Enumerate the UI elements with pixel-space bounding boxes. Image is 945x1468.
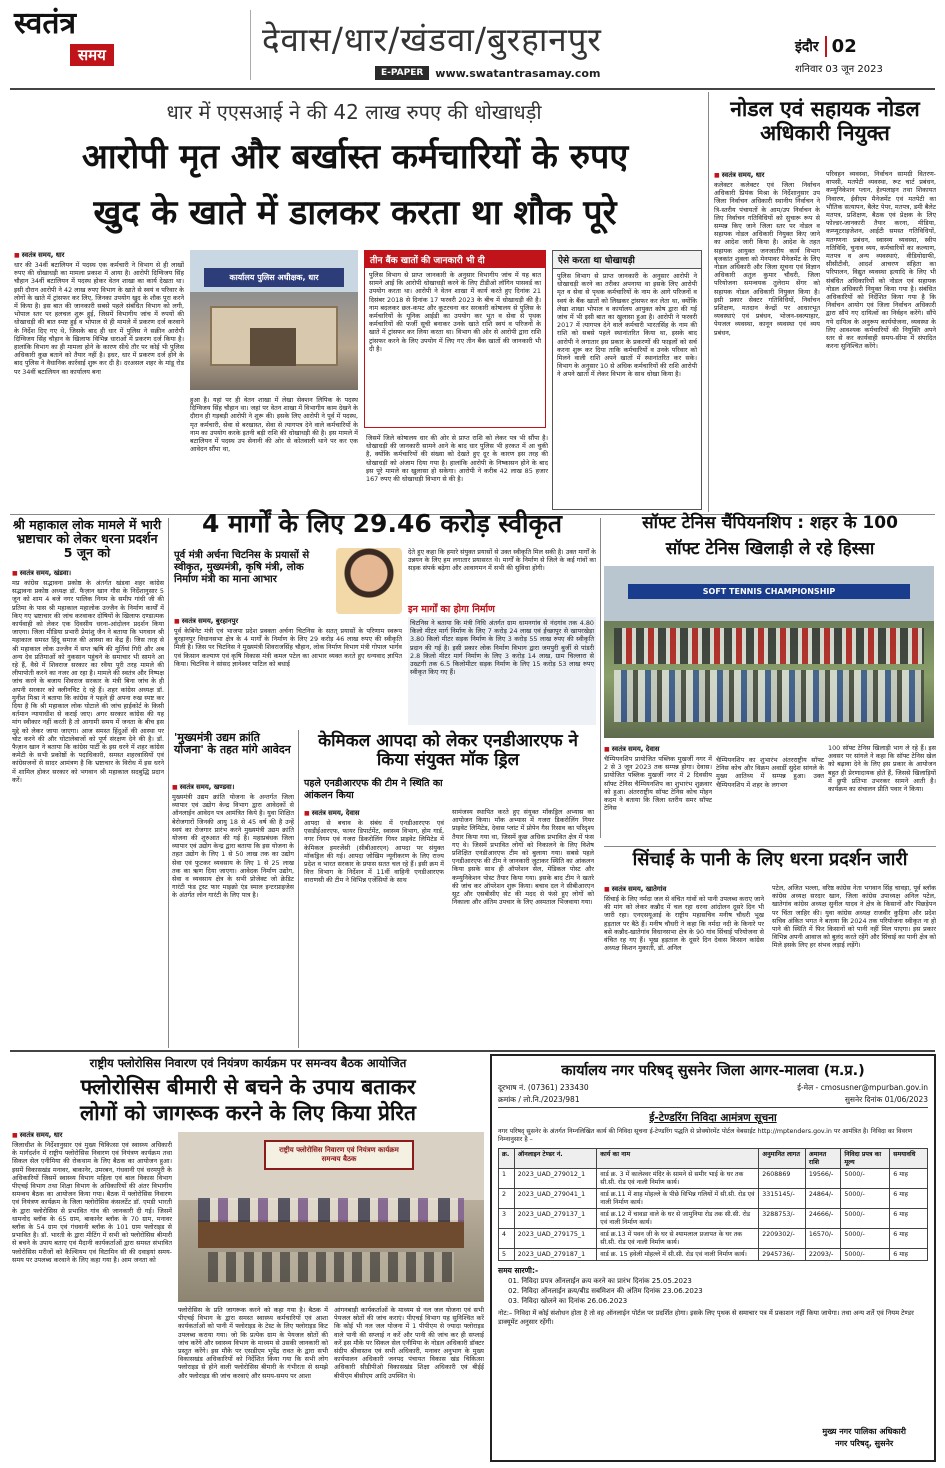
tender-cell: 1 bbox=[499, 1169, 515, 1189]
meeting-photo-banner: राष्ट्रीय फ्लोरोसिस निवारण एवं नियंत्रण कार्यक्रम समन्वय बैठक bbox=[264, 1140, 414, 1170]
tender-ref: क्रमांक / लो.नि./2023/981 bbox=[498, 1095, 580, 1104]
tennis-byline: ■ स्वतंत्र समय, देवास bbox=[604, 744, 712, 753]
tender-cell: 5000/- bbox=[841, 1169, 890, 1189]
tender-table bbox=[498, 1148, 928, 1261]
city-label: इंदौर bbox=[795, 39, 819, 55]
nodal-body-2: परिवहन व्यवस्था, निर्वाचन सामग्री वितरण-वापसी, मतपेटी व्यवस्था, रूट चार्ट प्रबंधन, कम्युनिकेशन प्लान, हेल्पलाइन तथा शिकायत निवारण, ईवीएम मैनेजमेंट एवं मतपेटी का भौतिक सत्यापन, बैलेट पेपर, मतपत्र, डमी बैलेट मतपत्र, प्रशिक्षण, बैठक एवं प्रेक्षक के लिए फोल्डर-जानकारी तैयार करना, मीडिया, कम्प्यूटराइजेशन, आईटी समस्त गतिविधियों, मतगणना प्रबंधन, स्वास्थ्य व्यवस्था, स्वीप गतिविधि, चुनाव व्यय, कर्मचारियों का कल्याण, मतपत्र व अन्य व्यवस्थाएं, वीडियोग्राफी, सीसीटीवी, आदर्श आचरण संहिता का परिपालन, विद्युत व्यवस्था इत्यादि के लिए भी संबंधित अधिकारियों को नोडल एवं सहायक नोडल अधिकारी नियुक्त किया गया है। संबंधित अधिकारियों को निर्देशित किया गया है कि निर्वाचन आयोग एवं जिला निर्वाचन अधिकारी द्वारा सौंपे गए दायित्वों का निर्वहन करेंगे। सौंपे गये दायित्व के अनुरूप कार्ययोजना, व्यवस्था के लिए आवश्यक कर्मचारियों की नियुक्ति अपने स्तर से कर कार्यवाही समय-सीमा में संपादित करना सुनिश्चित करेंगे। bbox=[826, 170, 936, 351]
masthead bbox=[0, 0, 945, 90]
roads-headline: 4 मार्गों के लिए 29.46 करोड़ स्वीकृत bbox=[202, 509, 562, 538]
tender-row bbox=[499, 1229, 928, 1249]
tender-cell: 2023_UAD_279175_1 bbox=[514, 1229, 596, 1249]
tender-row bbox=[499, 1189, 928, 1209]
tender-row bbox=[499, 1249, 928, 1261]
tender-intro: नगर परिषद् सुसनेर के अंतर्गत निम्नलिखित कार्य की निविदा सूचना ई-टेण्डरिंग पद्धति से प्रोक्योरमेंट पोर्टल वेबसाईट http://mptenders.gov.in पर आमंत्रित है। निविदा का विवरण निम्नानुसार है – bbox=[498, 1128, 913, 1143]
fluorosis-body-3: आंगनबाड़ी कार्यकर्ताओं के माध्यम से नल जल योजना एवं सभी पेयजल स्रोतों की जांच कराएं। पीएचई विभाग यह सुनिश्चित करें कि कोई भी नल जल योजना में 1 पीपीएम से ज्यादा फ्लोराइड वाले पानी की सप्लाई न करें और पानी की जांच कर ही सप्लाई करें इस मौके पर सिकल सेल एनीमिया के नोडल अधिकारी डॉक्टर संदीप श्रीवास्तव एवं सभी अधिकारी, मनावर अनुभाग के मुख्य कार्यपालन अधिकारी जनपद पंचायत विकास खंड चिकित्सा अधिकारी सीडीपीओ विकासखंड शिक्षा अधिकारी एवं बीईई बीपीएम बीसीएम आदि उपस्थित थे। bbox=[334, 1306, 484, 1380]
drill-headline: केमिकल आपदा को लेकर एनडीआरएफ ने किया संयुक्त मॉक ड्रिल bbox=[318, 731, 578, 771]
tender-header-cell: अमानत राशि bbox=[805, 1149, 841, 1169]
tender-note: नोट:– निविदा में कोई संशोधन होता है तो वह ऑनलाईन पोर्टल पर प्रदर्शित होगा। इसके लिए पृथक से समाचार पत्र में प्रकाशन नहीं किया जायेगा। तथा अन्य शर्ते एवं नियम टेण्डर डाक्यूमेंट अनुसार रहेंगी। bbox=[498, 1309, 914, 1326]
tennis-team-photo bbox=[604, 566, 934, 738]
sidebar-fraud-body: पुलिस विभाग से प्राप्त जानकारी के अनुसार आरोपी ने धोखाधड़ी करने का तरीका अपनाया था इसके लिए आरोपी मृत व सेवा से पृथक कर्मचारियों के नाम के आगे परिजनों व स्वयं के बैंक खातों को लिखकर ट्रांसफर कर लेता था, क्योंकि लेखा शाखा भोपाल व कार्यालय आयुक्त कोष द्वारा की गई जांच में भी इसी बात का खुलासा हुआ है। आरोपी ने फरवरी 2017 में त्यागपत्र देने वाले कर्मचारी भारतसिंह के नाम की राशि को सबसे पहले स्थानांतरित किया था, इसके बाद आरोपी ने लगातार इस प्रकार के प्रकरणों की फाइलों को सर्च करना शुरू कर दिया ताकि कर्मचारियों व उनके परिवार को मिलने वाली राशि अपने खातों में स्थानांतरित कर सके। विभाग के अनुसार 10 से अधिक कर्मचारियों की राशि आरोपी ने अपने खातों में लेकर विभाग के साथ धोखा किया है। bbox=[557, 272, 697, 379]
tender-cell: वार्ड क्र.13 में पवन जी के घर से श्यामलाल प्रजापत के घर तक सी.सी. रोड एवं नाली निर्माण कार्य। bbox=[597, 1229, 759, 1249]
lead-byline: ■ स्वतंत्र समय, धार bbox=[14, 250, 184, 259]
logo-bottom: समय bbox=[70, 44, 114, 66]
drill-subhead: पहले एनडीआरएफ की टीम ने स्थिति का आंकलन किया bbox=[304, 778, 443, 801]
tender-cell: 24666/- bbox=[805, 1209, 841, 1229]
roads-col-1 bbox=[174, 616, 402, 726]
meeting-photo bbox=[178, 1132, 484, 1302]
lead-col-1 bbox=[14, 250, 184, 510]
tender-phone: दूरभाष नं. (07361) 233430 bbox=[498, 1083, 589, 1092]
tennis-banner: SOFT TENNIS CHAMPIONSHIP bbox=[628, 584, 910, 599]
tender-cell: 6 माह bbox=[890, 1209, 928, 1229]
nodal-headline: नोडल एवं सहायक नोडल अधिकारी नियुक्त bbox=[730, 97, 920, 145]
tender-cell: 5000/- bbox=[841, 1229, 890, 1249]
tender-cell: 2209302/- bbox=[759, 1229, 806, 1249]
tender-cell: 5 bbox=[499, 1249, 515, 1261]
tender-cell: 2023_UAD_279012_1 bbox=[514, 1169, 596, 1189]
tender-cell: 16570/- bbox=[805, 1229, 841, 1249]
tender-cell: 19566/- bbox=[805, 1169, 841, 1189]
roads-body-1: पूर्व केबिनेट मंत्री एवं भाजपा प्रदेश प्रवक्ता अर्चना चिटनिस के सतत् प्रयासों के परिणाम स्वरूप बुरहानपुर विधानसभा क्षेत्र के 4 मार्गों के निर्माण के लिए 29 करोड़ 46 लाख रुपए की स्वीकृति मिली है। जिस पर चिटनिस ने मुख्यमंत्री शिवराजसिंह चौहान, लोक निर्माण विभाग मंत्री गोपाल भार्गव एवं किसान कल्याण एवं कृषि विकास मंत्री कमल पटेल का आभार व्यक्त करते हुए धन्यवाद ज्ञापित किया। चिटनिस ने सांसद ज्ञानेश्वर पाटिल को बधाई bbox=[174, 627, 402, 668]
tender-date: सुसनेर दिनांक 01/06/2023 bbox=[844, 1095, 928, 1104]
tender-cell: 3 bbox=[499, 1209, 515, 1229]
tender-notice bbox=[490, 1054, 936, 1462]
roads-col-2 bbox=[408, 548, 596, 726]
irrigation-col-1 bbox=[604, 884, 764, 1046]
tender-row bbox=[499, 1169, 928, 1189]
drill-body-2: सामंजस्य स्थापित करते हुए संयुक्त मॉकड्रिल अभ्यास का आयोजन किया। मॉक अभ्यास में गजरा डिकरोलिंग गियर प्राइवेट लिमिटेड, देवास प्लांट में प्रोपेन गैस रिसाव का परिदृश्य तैयार किया गया था, जिसमें कुछ अधिक प्रभावित क्षेत्र में फंस गए थे। जिसमें प्रभावित लोगों को निकालने के लिए विशेष प्रशिक्षित एनडीआरएफ टीम को बुलाया गया। सबसे पहले एनडीआरएफ की टीम ने जानकारी जुटाकर स्थिति का आंकलन किया इसके साथ ही ऑपरेशन सेल, मेडिकल पोस्ट और कम्युनिकेशन पोस्ट तैयार किया गया। इसके बाद टीम ने खतरे की जांच कर ऑपरेशन शुरू किया। बचाव दल ने सीबीआरएन सूट और एसबीसीए सेट की मदद से फंसे हुए लोगों को निकाला और अंतिम उपचार के लिए अस्पताल भिजवाया गया। bbox=[452, 808, 594, 907]
tender-cell: 3288753/- bbox=[759, 1209, 806, 1229]
tender-schedule-item: 02. निविदा ऑनलाईन क्रय/बीड सबमिशन की अंतिम दिनांक 23.06.2023 bbox=[508, 1287, 703, 1295]
tennis-body-1: चैम्पियनशिप प्रायोजित पब्लिक मुखर्जी नगर में 2 से 3 जून 2023 तक सम्पन्न होगा। देवास। प्रायोजित पब्लिक मुखर्जी नगर में 2 दिवसीय सॉफ्ट टेनिस चैम्पियनशिप का शुभारंभ शुक्रवार को हुआ। अंतरराष्ट्रीय सॉफ्ट टेनिस कोच मोहन कदम ने बताया कि जिला स्तरीय समर सॉफ्ट टेनिस bbox=[604, 755, 712, 813]
tender-row bbox=[499, 1209, 928, 1229]
fluorosis-body-1: जिलाधीश के निर्देशानुसार एवं मुख्य चिकित्सा एवं स्वास्थ्य अधिकारी के मार्गदर्शन में राष्ट्रीय फ्लोरोसिस निवारण एवं नियंत्रण कार्यक्रम तथा सिकल सेल एनीमिया की रोकथाम के लिए बैठक का आयोजन हुआ। इसमें विकासखंड मनावर, बाकानेर, उमरबन, गंधवानी एवं धरमपुरी के अधिकारियों जिसमें स्वास्थ्य विभाग महिला एवं बाल विकास विभाग पीएचई विभाग तथा शिक्षा विभाग के अधिकारियों की अंतर विभागीय समन्वय बैठक का आयोजन किया गया। बैठक में फ्लोरोसिस निवारण एवं नियंत्रण कार्यक्रम के जिला फ्लोरोसिस कंसलटेंट डॉ. एमडी भारती के द्वारा फ्लोरोसिस से प्रभावित गांव की जानकारी दी गई। जिसमें धामनोद ब्लॉक के 65 ग्राम, बाकानेर ब्लॉक के 70 ग्राम, मनावर ब्लॉक के 54 ग्राम एवं गंधवानी ब्लॉक के 101 ग्राम फ्लोराइड से प्रभावित है। डॉ. भारती के द्वारा मीटिंग में सभी को फ्लोरोसिस बीमारी से बचने के उपाय बताए एवं मैदानी कार्यकर्ताओं द्वारा समस्त संभावित फ्लोरोसिस मरीजों को कैल्शियम एवं विटामिन सी की दवाइयां समय-समय पर उपलब्ध करवाने के लिए कहा गया है। आम जनता को bbox=[12, 1141, 172, 1264]
tennis-col-1 bbox=[604, 744, 712, 842]
tennis-body-2: चैम्पियनशिप का शुभारंभ अंतरराष्ट्रीय सॉफ्ट टेनिस कोच और विक्रम अवार्डी सुदेश सांगले के मुख्य आतिथ्य में सम्पन्न हुआ। उक्त चैम्पियनशिप में शहर के लगभग bbox=[716, 756, 824, 789]
tennis-headline-2: सॉफ्ट टेनिस खिलाड़ी ले रहे हिस्सा bbox=[665, 539, 875, 559]
tender-header-cell: क्र. bbox=[499, 1149, 515, 1169]
kranti-body: मुख्यमंत्री उद्यम क्रांति योजना के अन्तर्गत जिला व्यापार एवं उद्योग केन्द्र विभाग द्वारा आवेदकों से ऑनलाईन आवेदन पत्र आमंत्रित किये है। युवा शिक्षित बेरोजगारों जिनकी आयु 18 से 45 वर्ष की है उन्हें स्वयं का रोजगार प्रारंभ करने मुख्यमंत्री उद्यम क्रांति योजना की शुरुआत की गई है। महाप्रबंधक जिला व्यापार एवं उद्योग केन्द्र द्वारा बताया कि इस योजना के तहत उद्योग के लिए 1 से 50 लाख तक का उद्योग सेवा एवं फुटकर व्यवसाय के लिए 1 से 25 लाख तक का ऋण दिया जाएगा। आवेदक निर्माण उद्योग, सेवा व व्यवसाय क्षेत्र के सभी प्रोजेक्ट जो क्रेडिट गारंटी फंड ट्रस्ट फार माइक्रो एंड स्माल इन्टरप्राइजेस के अंतर्गत लोन गारंटी के लिए पात्र है। bbox=[172, 793, 294, 900]
tender-office: कार्यालय नगर परिषद् सुसनेर जिला आगर-मालवा (म.प्र.) bbox=[561, 1063, 865, 1079]
tender-cell: 5000/- bbox=[841, 1189, 890, 1209]
tender-cell: 6 माह bbox=[890, 1169, 928, 1189]
issue-date: शनिवार 03 जून 2023 bbox=[795, 64, 883, 75]
tender-cell: 3315145/- bbox=[759, 1189, 806, 1209]
sidebar-bank-body: पुलिस विभाग से प्राप्त जानकारी के अनुसार विभागीय जांच में यह बात सामने आई कि आरोपी धोखाधड़ी करने के लिए टीडीओ लॉगिन पासवर्ड का उपयोग करता था। आरोपी ने वेतन शाखा में कार्य करते हुए दिनांक 21 दिसंबर 2018 से दिनांक 17 फरवरी 2023 के बीच में धोखाधड़ी की है। नाम बदलकर छल-कपट और कूटरचना कर सरकारी कोषालय से पुलिस के कर्मचारियों के यूनिक आईडी का उपयोग कर भूत व सेवा से पृथक कर्मचारियों की फर्जी सूची बनाकर उनके खाते राशि स्वयं व परिजनों के खाते में ट्रांसफर कर लिया करता था। विभाग की ओर से आरोपी द्वारा राशि ट्रांसफर करने के लिए उपयोग में लिए गए तीन बैंक खातों की जानकारी भी दी है। bbox=[369, 271, 541, 353]
epaper-label: E-PAPER bbox=[375, 66, 429, 80]
roads-body-3: चिटनिस ने बताया कि मंत्री निधि अंतर्गत ग्राम धामनगांव से नंदगांव तक 4.80 किलो मीटर मार्ग निर्माण के लिए 7 करोड़ 24 लाख एवं ईच्छापुर से खापरखेड़ा 3.80 किलो मीटर सड़क निर्माण के लिए 3 करोड़ 55 लाख रुपए की स्वीकृति प्रदान की गई है। इसी प्रकार लोक निर्माण विभाग द्वारा जमपुरी बुर्जी से पांडरी 2.8 किलो मीटर मार्ग निर्माण के लिए 3 करोड़ 14 लाख, ग्राम चिल्लारा से उख्टगी तक 6.5 किलोमीटर सड़क निर्माण के लिए 15 करोड़ 53 लाख रुपए स्वीकृत किए गए हैं। bbox=[408, 617, 596, 725]
lead-headline-1: आरोपी मृत और बर्खास्त कर्मचारियों के रुपए bbox=[81, 137, 629, 177]
police-office-photo bbox=[190, 250, 358, 390]
page-number: 02 bbox=[825, 36, 857, 57]
fluorosis-headline-1: फ्लोरोसिस बीमारी से बचने के उपाय बताकर bbox=[80, 1075, 416, 1099]
tender-cell: 5000/- bbox=[841, 1209, 890, 1229]
protest-story bbox=[12, 568, 164, 1046]
lead-body: धार की 34वीं बटालियन में पदस्थ एक कर्मचारी ने विभाग से ही लाखों रुपए की धोखाधड़ी का मामला प्रकाश में आया है। आरोपी दिग्विजय सिंह चौहान 34वीं बटालियन में पदस्थ होकर वेतन शाखा का कार्य देखता था। इसी दौरान आरोपी ने 42 लाख रुपए विभाग के खाते से स्वयं व परिवार के लोगों के खाते में ट्रांसफर कर लिए, जिनका उपयोग खुद के शौक पूरा करने में किया है। इस बात की जानकारी सबसे पहले संबंधित विभाग को लगी, भोपाल स्तर पर हलचल शुरू हुई, जिसमें विभागीय जांच में रुपयों की धोखाधड़ी की बात स्पष्ट हुई व भोपाल से ही मामले में प्रकरण दर्ज करवाने के निर्देश दिए गए थे, जिसके बाद ही धार में पुलिस ने सक्रीन आरोपी दिग्विजय सिंह चौहान के खिलाफ विभिन्न धाराओं में प्रकरण दर्ज किया है। हालांकि विभाग का ही मामला होने के कारण सीधे तौर पर कोई भी पुलिस अधिकारी कुछ बताने को तैयार नहीं है। इधर, धार में प्रकरण दर्ज होने के बाद पुलिस ने वैधानिक कार्रवाई शुरू कर दी है। दरअसल शहर के मांडू रोड पर 34वीं बटालियन का कार्यालय बना bbox=[14, 261, 184, 376]
logo bbox=[14, 6, 124, 76]
fluorosis-kicker: राष्ट्रीय फ्लोरोसिस निवारण एवं नियंत्रण कार्यक्रम पर समन्वय बैठक आयोजित bbox=[89, 1056, 407, 1070]
logo-top: स्वतंत्र bbox=[14, 6, 77, 41]
fluorosis-body-2: फ्लोरोसिस के प्रति जागरूक करने को कहा गया है। बैठक में पीएचई विभाग के द्वारा समस्त स्वास्थ्य कर्मचारियों एवं आशा कार्यकर्ताओं को पानी में फ्लोराइड के टेस्ट के लिए फ्लोराइड किट उपलब्ध कराया गया। जो कि प्रत्येक ग्राम के पेयजल स्रोतों की जांच करेंगे और स्वास्थ्य विभाग के माध्यम से उसकी जानकारी को प्रस्तुत करेंगे। इस मौके पर एसडीएम भूपेंद्र रावत के द्वारा सभी विकासखंड अधिकारियों को निर्देशित किया गया कि सभी लोग फ्लोराइड से होने वाली फ्लोरोसिस बीमारी के गंभीरता से समझे और फ्लोराइड की जांच करवाएं और समय-समय पर आशा bbox=[178, 1306, 328, 1380]
tender-header-cell: समयावधि bbox=[890, 1149, 928, 1169]
tender-schedule-item: 03. निविदा खोलने का दिनांक 26.06.2023 bbox=[508, 1297, 628, 1305]
irrigation-headline: सिंचाई के पानी के लिए धरना प्रदर्शन जारी bbox=[632, 849, 908, 870]
tender-title: ई-टेण्डरिंग निविदा आमंत्रण सूचना bbox=[649, 1112, 777, 1124]
fluorosis-byline: ■ स्वतंत्र समय, धार bbox=[12, 1130, 172, 1139]
sidebar-bank-accounts bbox=[364, 250, 546, 428]
tender-header-cell: अनुमानित लागत bbox=[759, 1149, 806, 1169]
fluorosis-headline-2: लोगों को जागरूक करने के लिए किया प्रेरित bbox=[80, 1101, 416, 1125]
tender-cell: 4 bbox=[499, 1229, 515, 1249]
fluorosis-col-1 bbox=[12, 1130, 172, 1460]
roads-byline: ■ स्वतंत्र समय, बुरहानपुर bbox=[174, 616, 402, 625]
sidebar-bank-title: तीन बैंक खातों की जानकारी भी दी bbox=[365, 251, 545, 268]
tender-cell: 6 माह bbox=[890, 1249, 928, 1261]
nodal-body-1: कलेक्टर कलेक्टर एवं जिला निर्वाचन अधिकारी प्रियंक मिश्रा के निर्देशानुसार उप जिला निर्वाचन अधिकारी स्थानीय निर्वाचन ने त्रि-स्तरीय पंचायतों के आम/उप निर्वाचन के लिए निर्वाचन गतिविधियों को सुचारू रूप से सम्पन्न किए जाने जिला स्तर पर नोडल व सहायक नोडल अधिकारी नियुक्त किए जाने का आदेश जारी किया है। आदेश के तहत सहायक आयुक्त जनजातीय कार्य विभाग बृजकांत शुक्ला को मेनपावर मैनेजमेंट के लिए नोडल अधिकारी और जिला सूचना एवं विज्ञान अधिकारी अतुल कुमार चौधरी, जिला परियोजना समन्वयक तुलेराम सेंगर को सहायक नोडल अधिकारी नियुक्त किया है। इसी प्रकार सेक्टर गतिविधियों, निर्वाचन प्रशिक्षण, मतदान केन्द्रों पर आधारभूत व्यवस्थाएं एवं प्रबंधन, भोजन-स्वल्पाहार, पेयजल व्यवस्था, कानून व्यवस्था एवं व्यय प्रबंधन, bbox=[714, 181, 820, 337]
irrigation-body-2: पटेल, अजित भल्ला, वरिष्ठ कांग्रेस नेता भगवान सिंह चावड़ा, पूर्व ब्लॉक कांग्रेस अध्यक्ष सरदार खान, जिला कांग्रेस उपाध्यक्ष अनिल पटेल, खातेगांव कांग्रेस अध्यक्ष सुनील यादव ने क्षेत्र के किसानों और पिछड़ेपन पर चिंता जाहिर की। युवा कांग्रेस अध्यक्ष राजवीर कुड़िया और प्रदेश सचिव अंकित भगत ने बताया कि 2024 तक परियोजना स्वीकृत ना हो पाने की स्थिति में फिर किसानों को पानी नहीं मिल पाएगा। इस प्रकार विभिन्न अपनी आवाज को बुलंद करते रहेंगे और सिंचाई का पानी क्षेत्र को मिले इसके लिए हर संभव लड़ाई लड़ेंगे। bbox=[772, 884, 936, 950]
archana-chitnis-photo bbox=[336, 548, 402, 614]
masthead-right bbox=[795, 36, 935, 75]
drill-body-1: आपदा से बचाव के संबंध में एनडीआरएफ एवं एसडीईआरएफ, फायर डिपार्टमेंट, स्वास्थ्य विभाग, होम गार्ड, नगर निगम एवं गजरा डिकरोलिंग गियर प्राइवेट लिमिटेड में केमिकल इमरजेंसी (सीबीआरएन) आपदा पर संयुक्त मॉकड्रिल की गई। आपदा जोखिम न्यूनीकरण के लिए राज्य प्रदेश व भारत सरकार के प्रयास सतत चल रहे हैं। इसी क्रम में वित्त विभाग के निर्देशन में 11वीं वाहिनी एनडीआरएफ वाराणसी की टीम ने विभिन्न एजेंसियों के साथ bbox=[304, 819, 444, 885]
kranti-story bbox=[172, 782, 294, 1046]
protest-byline: ■ स्वतंत्र समय, खंडवा। bbox=[12, 568, 164, 577]
tender-schedule bbox=[498, 1276, 928, 1306]
drill-byline: ■ स्वतंत्र समय, देवास bbox=[304, 808, 444, 817]
lead-col-3: जिसमें जिले कोषालय धार की ओर से प्राप्त राशि को लेकर पत्र भी सौंपा है। धोखाधड़ी की जानकारी सामने आने के बाद धार पुलिस भी हरकत में आ चुकी है, क्योंकि कर्मचारियों की संख्या को देखते हुए दूर के कारण इस तरह की धोखाधड़ी को अंजाम दिया गया है। हालांकि आरोपी के निष्कासन होने के बाद इस पूरे मामले का खुलासा हो सकेगा। आरोपी ने करीब 42 लाख 85 हजार 167 रुपए की धोखाधड़ी विभाग से की है। bbox=[366, 434, 548, 484]
epaper-bar bbox=[375, 66, 600, 80]
protest-headline: श्री महाकाल लोक मामले में भारी भ्रष्टाचार को लेकर धरना प्रदर्शन 5 जून को bbox=[12, 517, 162, 560]
tender-cell: वार्ड क्र.12 में चावडा वाले के घर से जामुनिया रोड तक सी.सी. रोड एवं नाली निर्माण कार्य। bbox=[597, 1209, 759, 1229]
tender-cell: वार्ड क्र. 3 में कालेश्वर मंदिर के सामने से समीर भाई के घर तक सी.सी. रोड एवं नाली निर्माण कार्य। bbox=[597, 1169, 759, 1189]
tender-schedule-title: समय सारणी:- bbox=[498, 1266, 539, 1275]
website-link[interactable]: www.swatantrasamay.com bbox=[435, 66, 601, 80]
tender-cell: 22093/- bbox=[805, 1249, 841, 1261]
roads-subhead: पूर्व मंत्री अर्चना चिटनिस के प्रयासों से स्वीकृत, मुख्यमंत्री, कृषि मंत्री, लोक निर्माण मंत्री का माना आभार bbox=[174, 550, 310, 585]
tender-cell: 6 माह bbox=[890, 1189, 928, 1209]
tender-sign-2: नगर परिषद्, सुसनेर bbox=[835, 1439, 894, 1448]
sidebar-fraud-title: ऐसे करता था धोखाधड़ी bbox=[553, 251, 701, 269]
lead-headline-2: खुद के खाते में डालकर करता था शौक पूरे bbox=[93, 193, 617, 233]
drill-col-1 bbox=[304, 808, 444, 1046]
roads-subtitle: इन मार्गों का होगा निर्माण bbox=[408, 604, 495, 615]
nodal-col-1 bbox=[714, 170, 820, 510]
photo-signboard: कार्यालय पुलिस अधीक्षक, धार bbox=[204, 268, 344, 287]
lead-kicker: धार में एएसआई ने की 42 लाख रुपए की धोखाधड़ी bbox=[166, 100, 542, 124]
edition-title: देवास/धार/खंडवा/बुरहानपुर bbox=[262, 20, 602, 59]
tennis-headline-1: सॉफ्ट टेनिस चैंपियनशिप : शहर के 100 bbox=[642, 513, 898, 533]
tender-email[interactable]: ई-मेल - cmosusner@mpurban.gov.in bbox=[797, 1083, 928, 1092]
tender-cell: 2023_UAD_279187_1 bbox=[514, 1249, 596, 1261]
irrigation-body-1: सिंचाई के लिए नर्मदा जल से वंचित गांवों को पानी उपलब्ध कराए जाने की मांग को लेकर कन्नौद में चल रहा धरना आंदोलन दूसरे दिन भी जारी रहा। एनएसयूआई के राष्ट्रीय महासचिव मनीष चौधरी भूख हड़ताल पर बैठे हैं। मनीष चौधरी ने कहा कि नर्मदा नदी के किनारे पर बसे कन्नौद-खातेगांव विधानसभा क्षेत्र के 90 गांव सिंचाई परियोजना से वंचित रह गए हैं। भूख हड़ताल के दूसरे दिन देवास किसान कांग्रेस अध्यक्ष किशन मुकाती, डॉ. अनिल bbox=[604, 895, 764, 953]
kranti-byline: ■ स्वतंत्र समय, खण्डवा। bbox=[172, 782, 294, 791]
tender-cell: 2945736/- bbox=[759, 1249, 806, 1261]
roads-body-2: देते हुए कहा कि हमारे संयुक्त प्रयासों से उक्त स्वीकृति मिल सकी है। उक्त मार्गों के उन्नयन के लिए हम लगातार प्रयासरत थे। मार्गों के निर्माण से जिले के कई गांवों का सड़क संपर्क बढ़ेगा और आवागमन में सभी की सुविधा होगी। bbox=[408, 548, 596, 573]
tender-sign-1: मुख्य नगर पालिका अधिकारी bbox=[822, 1427, 906, 1436]
nodal-byline: ■ स्वतंत्र समय, धार bbox=[714, 170, 820, 179]
kranti-headline: 'मुख्यमंत्री उद्यम क्रांति योजना' के तहत मांगे आवेदन bbox=[174, 731, 291, 757]
lead-col-2: हुआ है। यहां पर ही वेतन शाखा में लेखा सेक्शन लिपिक के पदस्थ दिग्विजय सिंह चौहान था। जहां पर वेतन शाखा में विभागीय काम देखने के दौरान ही गड़बड़ी आरोपी ने शुरू की। इसके लिए आरोपी ने पूर्व में पदस्थ, मृत कर्मचारी, सेवा से बरखास्त, सेवा से त्यागपत्र देने वाले कर्मचारियों के नाम का उपयोग करके इतनी बड़ी राशि की धोखाधड़ी की है। इस मामले में बटालियन में पदस्थ उप सेनानी की ओर से कोतवाली थाने पर कर एक आवेदन सौंपा था, bbox=[190, 396, 358, 454]
tender-cell: 2023_UAD_279137_1 bbox=[514, 1209, 596, 1229]
tender-cell: 2023_UAD_279041_1 bbox=[514, 1189, 596, 1209]
tender-cell: 6 माह bbox=[890, 1229, 928, 1249]
tender-header-cell: कार्य का नाम bbox=[597, 1149, 759, 1169]
tender-cell: 5000/- bbox=[841, 1249, 890, 1261]
tender-cell: 2608869 bbox=[759, 1169, 806, 1189]
tender-cell: वार्ड क्र.11 में शाह मोहल्ले के पीछे विभिन्न गलियों में सी.सी. रोड एवं नाली निर्माण कार्य। bbox=[597, 1189, 759, 1209]
tennis-body-3: 100 सॉफ्ट टेनिस खिलाड़ी भाग ले रहे हैं। इस अवसर पर सांगले ने कहा कि सॉफ्ट टेनिस खेल को बढ़ावा देने के लिए इस प्रकार के आयोजन बहुत ही प्रेरणादायक होते हैं, जिससे खिलाड़ियों में छुपी प्रतिभा उभरकर सामने आती है। कार्यक्रम का संचालन प्रीति पवार ने किया। bbox=[828, 744, 936, 794]
tender-schedule-item: 01. निविदा प्रपत्र ऑनलाईन क्रय करने का प्रारंभ दिनांक 25.05.2023 bbox=[508, 1277, 692, 1285]
tender-header-cell: निविदा प्रपत्र का मूल्य bbox=[841, 1149, 890, 1169]
sidebar-fraud-method bbox=[552, 250, 702, 510]
tender-cell: 2 bbox=[499, 1189, 515, 1209]
tender-cell: वार्ड क्र. 15 हवेली मोहल्ले में सी.सी. रोड एवं नाली निर्माण कार्य। bbox=[597, 1249, 759, 1261]
irrigation-byline: ■ स्वतंत्र समय, खातेगांव bbox=[604, 884, 764, 893]
tender-header-cell: ऑनलाइन टेण्डर नं. bbox=[514, 1149, 596, 1169]
tender-cell: 24864/- bbox=[805, 1189, 841, 1209]
protest-body: मप्र कांग्रेस सद्भावना प्रकोष्ठ के अंतर्गत खंडवा शहर कांग्रेस सद्भावना प्रकोष्ठ अध्यक्ष डॉ. फैज़ान खान गौस के निर्देशानुसार 5 जून को शाम 4 बजे नगर पालिक निगम के समीप गांधी जी की प्रतिमा के पास श्री महाकाल महालोक उज्जैन के निर्माण कार्यों में किए गए भ्रष्टाचार की जांच करवाकर दोषियों के खिलाफ दण्डात्मक कार्यवाही को लेकर एक दिवसीय धरना-आंदोलन प्रदर्शन किया जाएगा। जिला मीडिया प्रभारी प्रेमांशु जैन ने बताया कि भगवान श्री महाकाल समस्त हिंदू समाज की आस्था का केंद्र हैं। जिस तरह से श्री महाकाल लोक उज्जैन में सप्त ऋषि की मूर्तियां गिरी और अब अन्य देव प्रतिमाओं को नुकसान पहुंचने के समाचार भी सामने आ रहे हैं, वैसे में शिवराज सरकार का रवैया पूरी तरह मामले की लीपापोती करने का नजर आ रहा है। मामले की स्वतंत्र और निष्पक्ष जांच करने के बजाय शिवराज सरकार के मंत्री बिना जांच के ही अपनी सरकार को क्लीनचिट दे रहे हैं। शहर कांग्रेस अध्यक्ष डॉ. मुनीश मिश्रा ने बताया कि कांग्रेस ने पहले ही अपना रुख स्पष्ट कर दिया है कि श्री महाकाल लोक घोटाले की जांच हाईकोर्ट के किसी वर्तमान न्यायाधीश से कराई जाए। अगर सरकार कांग्रेस की यह मांग स्वीकार नहीं करती है तो आगामी समय में जनता के बीच इस मुद्दे को लेकर जाया जाएगा। आज समस्त हिंदुओं की आस्था पर चोट करने की और घोटालेबाजों को पूर्ण संरक्षण देने की है। डॉ. फैज़ान खान ने बताया कि कांग्रेस पार्टी के इस धरने में शहर कांग्रेस कमेटी के सभी प्रकोष्ठों के पदाधिकारी, समस्त शहरवासियों एवं कांग्रेसजनों से सादर आमंत्रण है कि भ्रष्टाचार के विरोध में इस धरने में शामिल होकर सरकार को भगवान श्री महाकाल सदबुद्धि प्रदान करें। bbox=[12, 579, 164, 784]
